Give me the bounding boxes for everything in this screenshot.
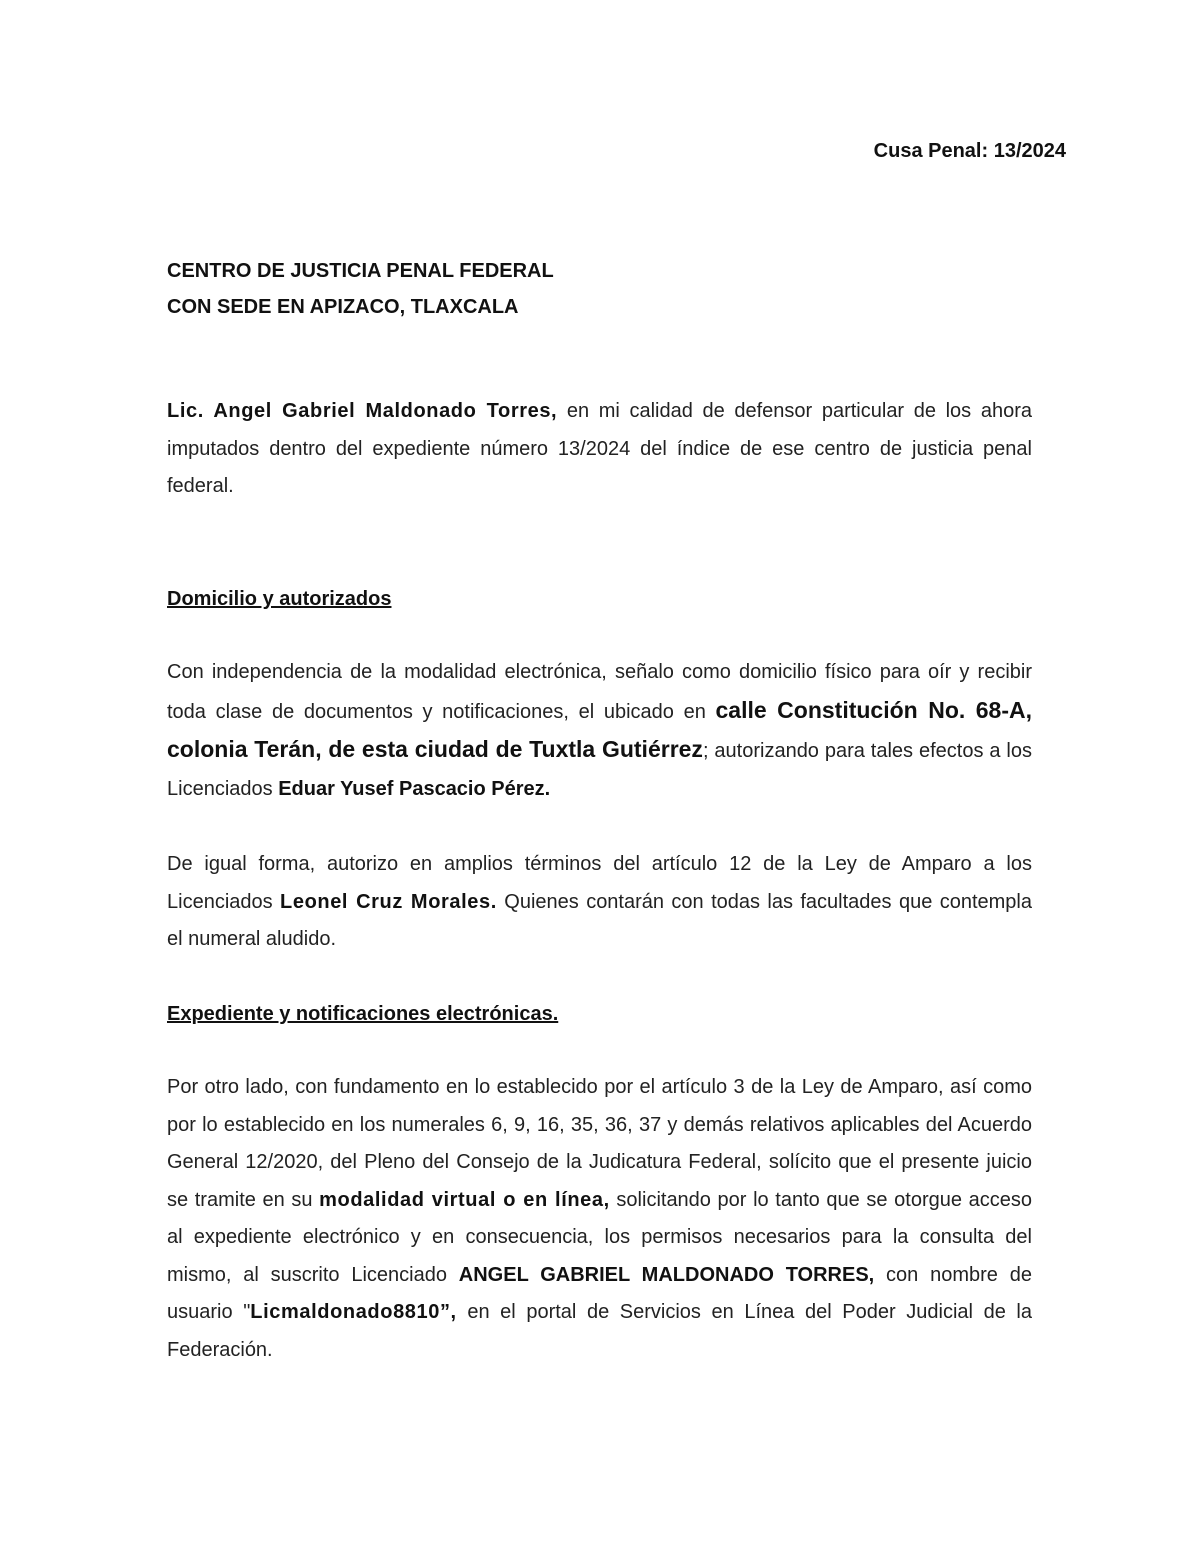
domicilio-text-2: ; autorizando para tales efectos a los Licenciados — [167, 740, 1032, 800]
modalidad-virtual: modalidad virtual o en línea, — [319, 1188, 610, 1211]
intro-text: en mi calidad de defensor particular de los ahora imputados dentro del expediente número 13/2024 del índice de ese centro de justicia penal federal. — [167, 400, 1032, 497]
expediente-paragraph — [167, 1069, 1032, 1369]
authorized-name-2: Leonel Cruz Morales. — [280, 890, 497, 913]
domicilio-paragraph-1 — [167, 654, 1032, 808]
expediente-text-2: solicitando por lo tanto que se otorgue acceso al expediente electrónico y en consecuencia, los permisos necesarios para la consulta del mismo, al suscrito Licenciado — [167, 1188, 1032, 1286]
expediente-heading: Expediente y notificaciones electrónicas. — [167, 1003, 559, 1025]
case-reference: Cusa Penal: 13/2024 — [873, 140, 1066, 162]
expediente-text-3: con nombre de usuario " — [167, 1263, 1032, 1323]
domicilio-text-4: Quienes contarán con todas las facultades que contempla el numeral aludido. — [167, 890, 1032, 950]
domicilio-text-1: Con independencia de la modalidad electrónica, señalo como domicilio físico para oír y recibir toda clase de documentos y notificaciones, el ubicado en — [167, 661, 1032, 723]
domicilio-text-3: De igual forma, autorizo en amplios términos del artículo 12 de la Ley de Amparo a los Licenciados — [167, 853, 1032, 913]
intro-paragraph — [167, 393, 1032, 506]
addressee-block — [167, 253, 554, 325]
addressee-line-2: CON SEDE EN APIZACO, TLAXCALA — [167, 296, 519, 318]
expediente-text-4: en el portal de Servicios en Línea del Poder Judicial de la Federación. — [167, 1301, 1032, 1361]
attorney-name-caps: ANGEL GABRIEL MALDONADO TORRES, — [458, 1263, 875, 1286]
authorized-name-1: Eduar Yusef Pascacio Pérez. — [278, 777, 551, 800]
attorney-name: Lic. Angel Gabriel Maldonado Torres, — [167, 400, 558, 422]
username: Licmaldonado8810”, — [250, 1301, 457, 1323]
domicilio-paragraph-2 — [167, 846, 1032, 959]
domicilio-address: calle Constitución No. 68-A, colonia Terán, de esta ciudad de Tuxtla Gutiérrez — [167, 696, 1033, 762]
addressee-line-1: CENTRO DE JUSTICIA PENAL FEDERAL — [167, 260, 554, 282]
domicilio-heading: Domicilio y autorizados — [167, 588, 392, 610]
expediente-text-1: Por otro lado, con fundamento en lo establecido por el artículo 3 de la Ley de Amparo, así como por lo establecido en los numerales 6, 9, 16, 35, 36, 37 y demás relativos aplicables del Acuerdo General 12/2020, del Pleno del Consejo de la Judicatura Federal, solícito que el presente juicio se tramite en su — [167, 1076, 1032, 1211]
